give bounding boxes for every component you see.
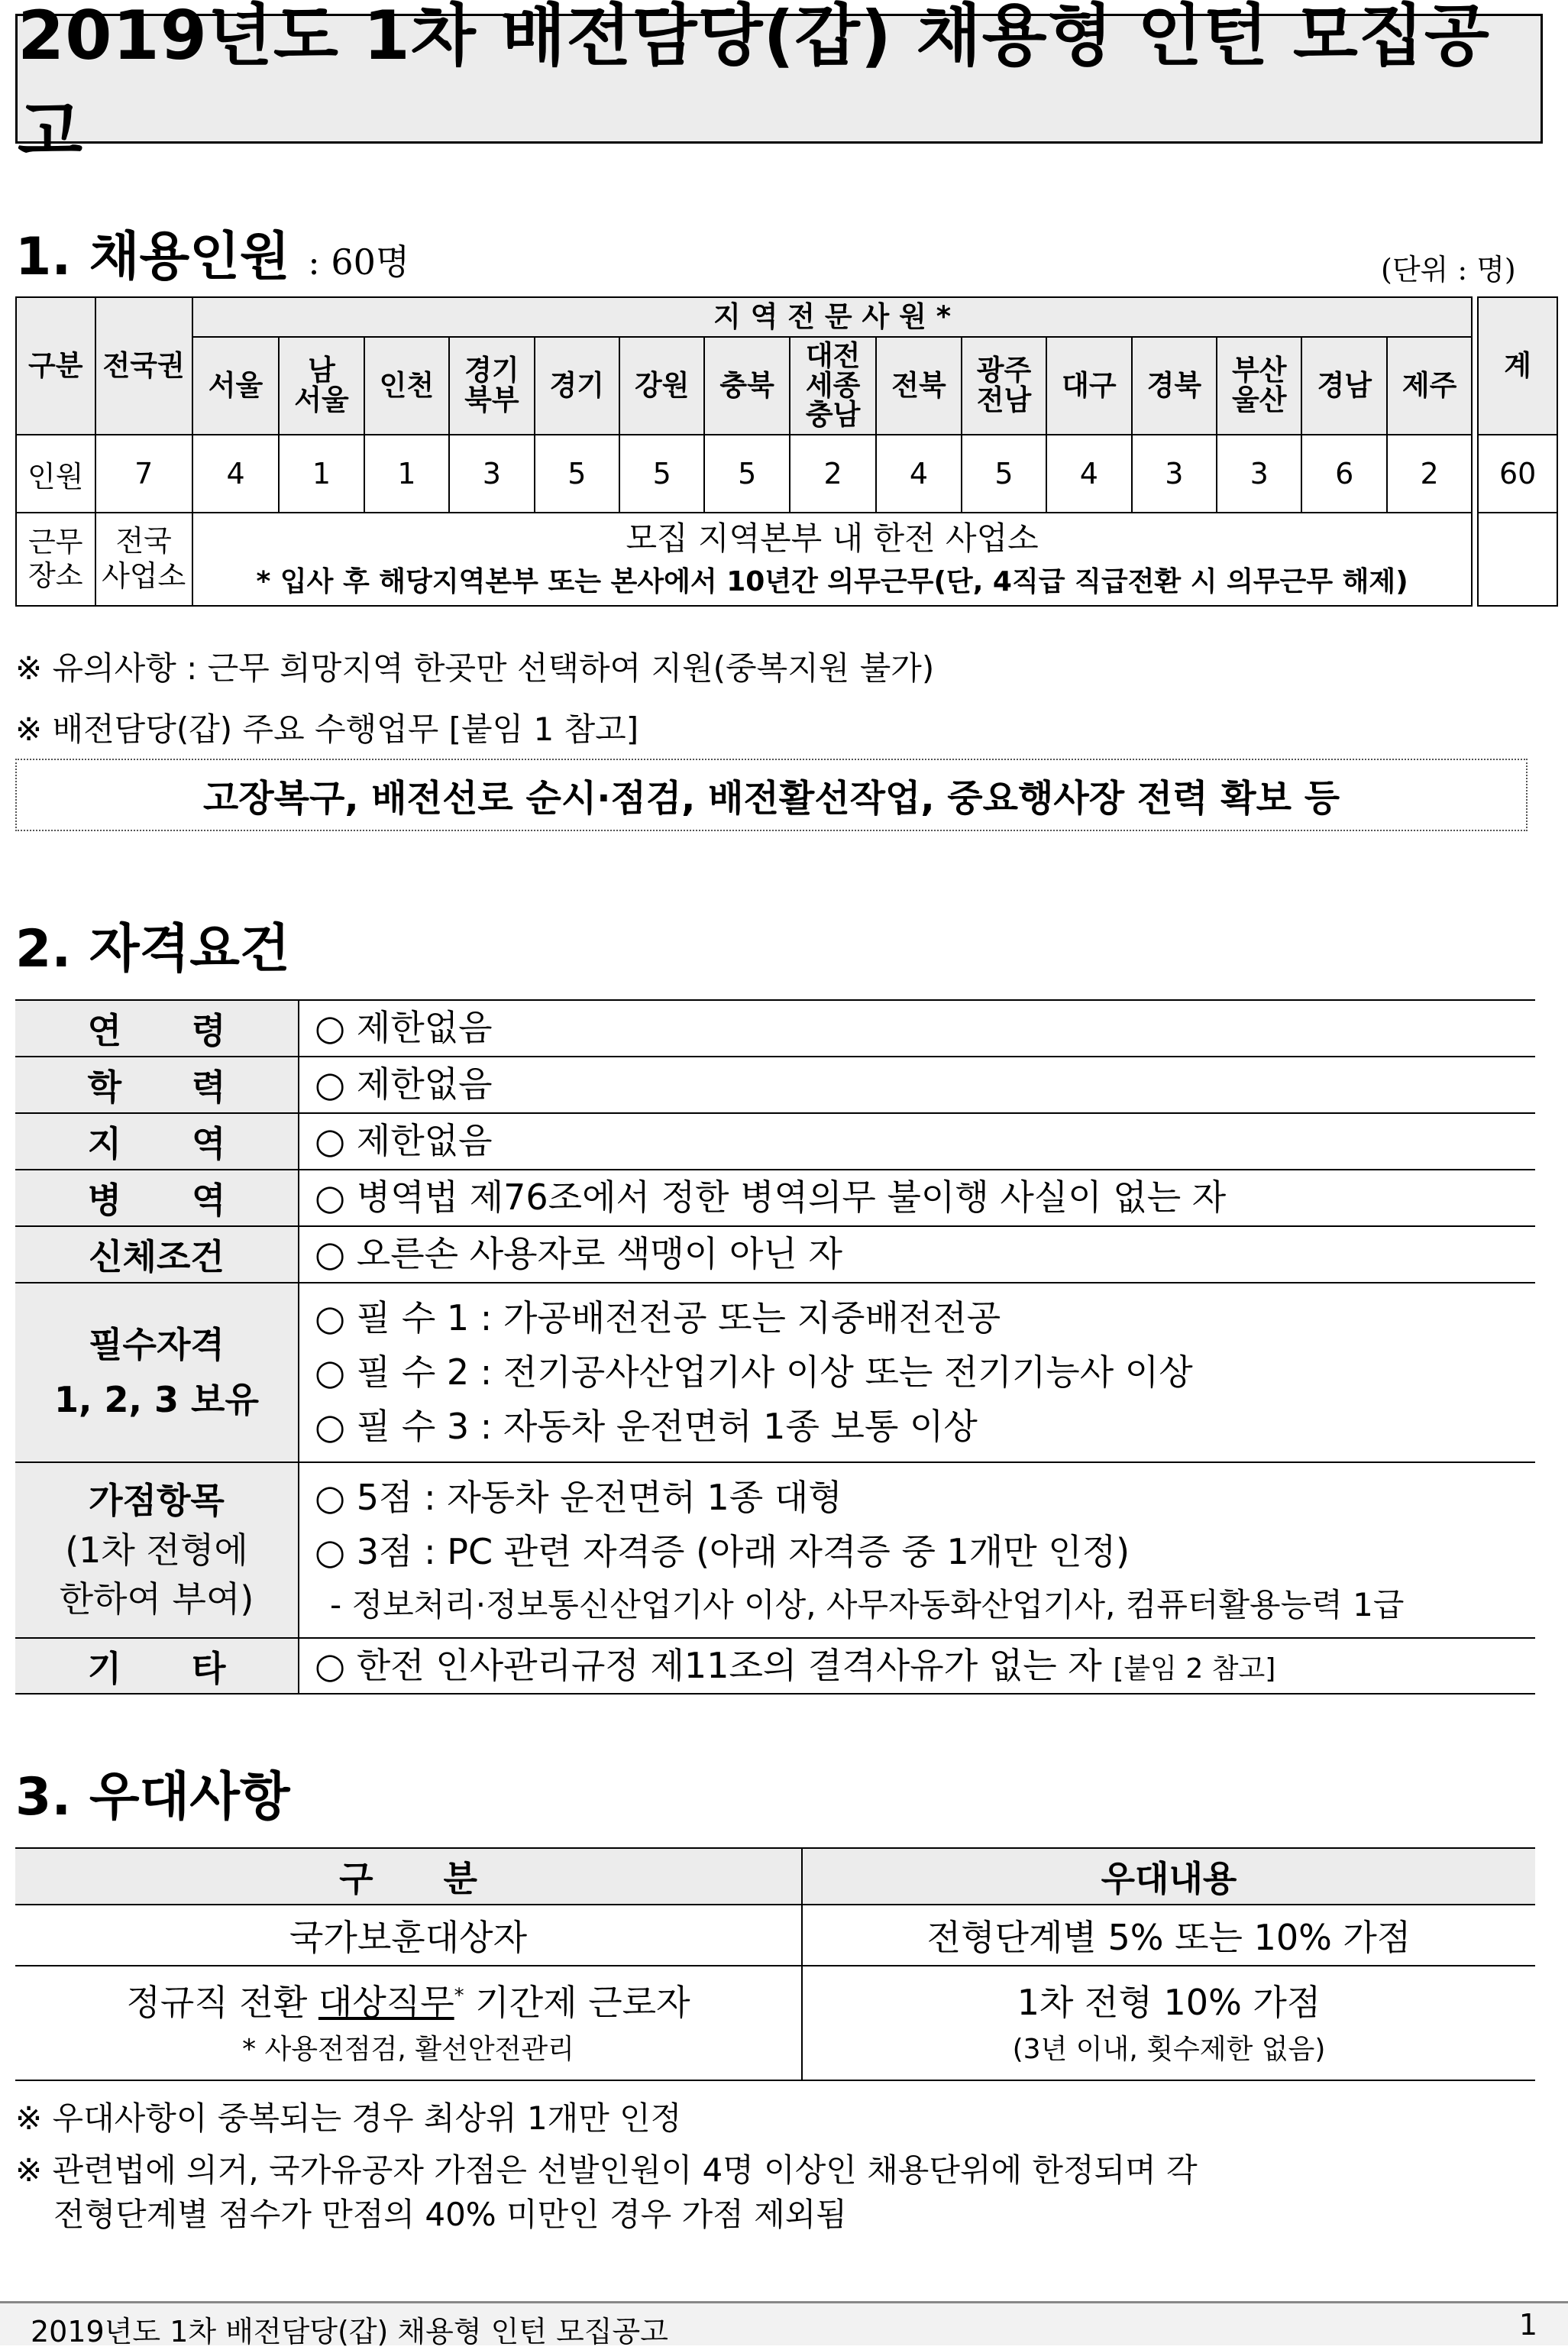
- row-label-count: 인원: [16, 435, 95, 513]
- national-count: 7: [95, 435, 192, 513]
- bonus-value: ○ 5점 : 자동차 운전면허 1종 대형: [315, 1477, 842, 1519]
- region-header: 서울: [192, 337, 279, 435]
- required-label1: 필수자격: [89, 1324, 225, 1366]
- qual-label: 병 역: [15, 1170, 299, 1226]
- section1-note1: ※ 유의사항 : 근무 희망지역 한곳만 선택하여 지원(중복지원 불가): [15, 649, 935, 687]
- col-group-header: 지 역 전 문 사 원 *: [192, 297, 1473, 337]
- region-header: 강원: [619, 337, 704, 435]
- bonus-values: [299, 1462, 1535, 1638]
- region-count: 1: [279, 435, 364, 513]
- bonus-label2: (1차 전형에: [65, 1529, 248, 1571]
- pref-col2: 우대내용: [802, 1848, 1535, 1905]
- qual-value: ○ 제한없음: [299, 1057, 1535, 1113]
- region-count: 4: [192, 435, 279, 513]
- region-header: 대구: [1046, 337, 1131, 435]
- region-header: 충북: [704, 337, 789, 435]
- region-count: 5: [704, 435, 789, 513]
- region-count: 2: [1387, 435, 1472, 513]
- pref-row2-left-note: * 사용전점검, 활선안전관리: [242, 2033, 574, 2065]
- footer: [0, 2301, 1568, 2348]
- pref-row1-right: 전형단계별 5% 또는 10% 가점: [802, 1905, 1535, 1966]
- bonus-label3: 한하여 부여): [59, 1578, 254, 1620]
- required-value: ○ 필 수 3 : 자동차 운전면허 1종 보통 이상: [315, 1406, 978, 1448]
- bonus-label: [15, 1462, 299, 1638]
- region-count: 5: [619, 435, 704, 513]
- region-header: 광주 전남: [962, 337, 1046, 435]
- etc-value: ○ 한전 인사관리규정 제11조의 결격사유가 없는 자: [315, 1645, 1102, 1686]
- region-count: 5: [535, 435, 619, 513]
- section1-heading: 1. 채용인원: [15, 227, 290, 287]
- section3-note1: ※ 우대사항이 중복되는 경우 최상위 1개만 인정: [15, 2099, 682, 2137]
- region-count: 3: [1132, 435, 1217, 513]
- qual-label: 연 령: [15, 1000, 299, 1057]
- region-header: 경북: [1132, 337, 1217, 435]
- region-count: 3: [1217, 435, 1301, 513]
- unit-label: (단위 : 명): [1381, 253, 1516, 286]
- qualification-table: [15, 999, 1535, 1695]
- region-count: 2: [790, 435, 876, 513]
- region-count: 5: [962, 435, 1046, 513]
- region-count: 3: [449, 435, 534, 513]
- workplace-region-line2: * 입사 후 해당지역본부 또는 본사에서 10년간 의무근무(단, 4직급 직급전환 시 의무근무 해제): [256, 566, 1408, 598]
- pref-row2-right-note: (3년 이내, 횟수제한 없음): [1012, 2033, 1326, 2065]
- preference-table: [15, 1847, 1535, 2081]
- qual-value: ○ 제한없음: [299, 1113, 1535, 1170]
- qual-label: 학 력: [15, 1057, 299, 1113]
- bonus-value: - 정보처리·정보통신산업기사 이상, 사무자동화산업기사, 컴퓨터활용능력 1급: [330, 1585, 1405, 1623]
- region-count: 4: [876, 435, 961, 513]
- region-header: 대전 세종 충남: [790, 337, 876, 435]
- total-count: 60: [1478, 435, 1557, 513]
- pref-row1-left: 국가보훈대상자: [15, 1905, 802, 1966]
- required-label: [15, 1283, 299, 1462]
- region-header: 제주: [1387, 337, 1472, 435]
- region-header: 경기 북부: [449, 337, 534, 435]
- etc-value-cell: [299, 1638, 1535, 1694]
- region-header: 남 서울: [279, 337, 364, 435]
- workplace-region: [192, 513, 1473, 606]
- qual-value: ○ 오른손 사용자로 색맹이 아닌 자: [299, 1226, 1535, 1283]
- duties-box: [15, 759, 1528, 831]
- pref-row2-left: [15, 1966, 802, 2080]
- section3-note2-line1: ※ 관련법에 의거, 국가유공자 가점은 선발인원이 4명 이상인 채용단위에 한정되며 각: [15, 2151, 1198, 2189]
- qual-value: ○ 제한없음: [299, 1000, 1535, 1057]
- pref-row2-right: [802, 1966, 1535, 2080]
- col-national: 전국권: [95, 297, 192, 435]
- col-gubun: 구분: [16, 297, 95, 435]
- region-header: 전북: [876, 337, 961, 435]
- workplace-label: 근무 장소: [16, 513, 95, 606]
- qual-label: 신체조건: [15, 1226, 299, 1283]
- bonus-label1: 가점항목: [89, 1480, 225, 1522]
- section2-heading: 2. 자격요건: [15, 919, 290, 979]
- pref-row2-left-a: 정규직 전환: [126, 1981, 318, 2023]
- region-count: 4: [1046, 435, 1131, 513]
- page-title: 2019년도 1차 배전담당(갑) 채용형 인턴 모집공고: [18, 0, 1490, 171]
- col-total: 계: [1478, 297, 1557, 435]
- region-count: 6: [1301, 435, 1386, 513]
- etc-label: 기 타: [15, 1638, 299, 1694]
- workplace-region-line1: 모집 지역본부 내 한전 사업소: [626, 520, 1039, 558]
- qual-label: 지 역: [15, 1113, 299, 1170]
- region-header: 인천: [364, 337, 449, 435]
- section1-note2: ※ 배전담당(갑) 주요 수행업무 [붙임 1 참고]: [15, 711, 639, 748]
- region-header: 부산 울산: [1217, 337, 1301, 435]
- pref-col1: 구 분: [15, 1848, 802, 1905]
- required-label2: 1, 2, 3 보유: [54, 1378, 259, 1420]
- section3-heading: 3. 우대사항: [15, 1767, 290, 1827]
- section1-count: : 60명: [308, 241, 410, 283]
- section3-note2-line2: 전형단계별 점수가 만점의 40% 미만인 경우 가점 제외됨: [53, 2196, 847, 2233]
- recruit-table: [15, 296, 1558, 607]
- region-header: 경남: [1301, 337, 1386, 435]
- pref-row2-left-b: 기간제 근로자: [464, 1981, 690, 2023]
- region-count: 1: [364, 435, 449, 513]
- pref-row2-left-sup: *: [454, 1984, 464, 2008]
- required-value: ○ 필 수 1 : 가공배전전공 또는 지중배전전공: [315, 1296, 1001, 1338]
- footer-title: 2019년도 1차 배전담당(갑) 채용형 인턴 모집공고: [31, 2315, 668, 2348]
- page-number: 1: [1518, 2308, 1537, 2342]
- etc-ref: [붙임 2 참고]: [1113, 1653, 1276, 1685]
- duties-text: 고장복구, 배전선로 순시·점검, 배전활선작업, 중요행사장 전력 확보 등: [202, 777, 1340, 820]
- pref-row2-left-u: 대상직무: [318, 1981, 454, 2023]
- bonus-value: ○ 3점 : PC 관련 자격증 (아래 자격증 중 1개만 인정): [315, 1531, 1130, 1573]
- workplace-national: 전국 사업소: [95, 513, 192, 606]
- region-header: 경기: [535, 337, 619, 435]
- qual-value: ○ 병역법 제76조에서 정한 병역의무 불이행 사실이 없는 자: [299, 1170, 1535, 1226]
- pref-row2-right-main: 1차 전형 10% 가점: [1017, 1981, 1321, 2023]
- required-value: ○ 필 수 2 : 전기공사산업기사 이상 또는 전기기능사 이상: [315, 1351, 1193, 1393]
- section1-heading-wrap: [15, 215, 409, 290]
- required-values: [299, 1283, 1535, 1462]
- title-box: [15, 0, 1543, 171]
